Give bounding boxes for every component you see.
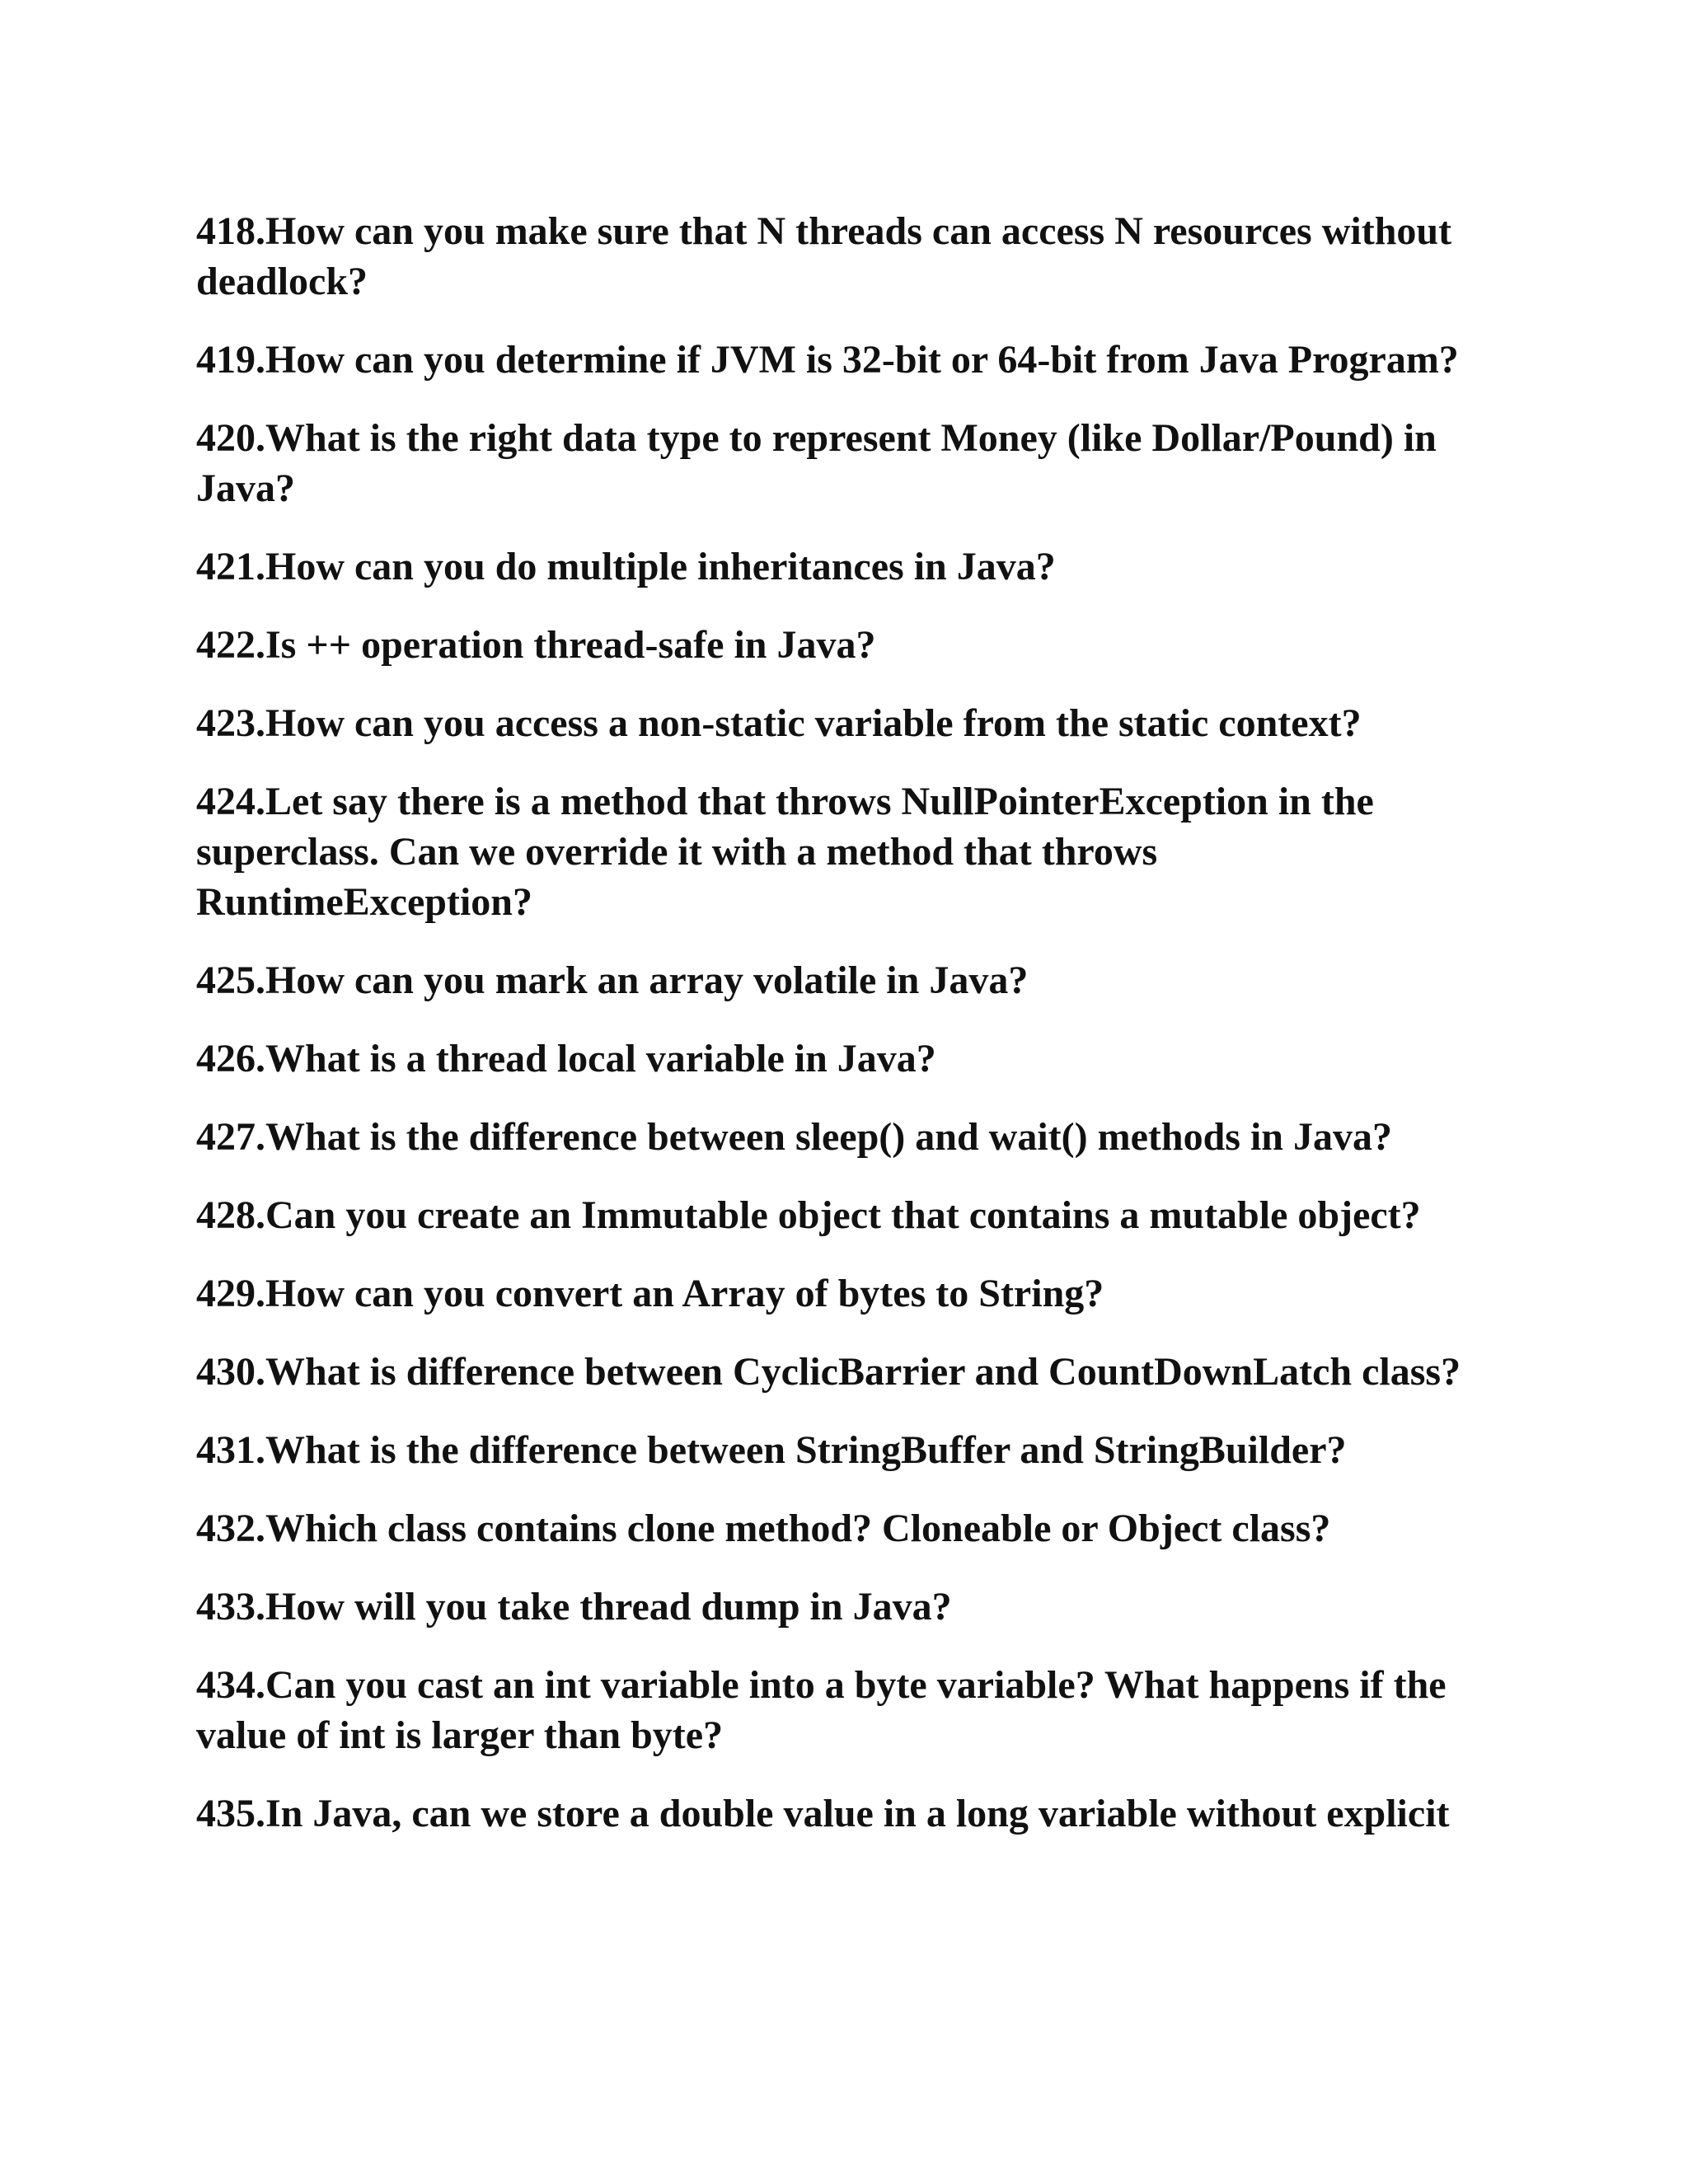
question-text: How can you access a non-static variable from the static context? [265,701,1362,745]
question-item [196,1112,1498,1162]
question-number: 425. [196,958,265,1002]
question-item [196,541,1498,592]
question-text: What is difference between CyclicBarrier and CountDownLatch class? [265,1350,1461,1394]
question-item [196,1268,1498,1319]
question-number: 419. [196,338,265,382]
question-number: 421. [196,545,265,588]
question-item [196,413,1498,513]
question-item [196,1190,1498,1240]
question-list [196,206,1498,1867]
question-item [196,698,1498,748]
question-item [196,1582,1498,1632]
question-number: 433. [196,1585,265,1629]
question-text: What is a thread local variable in Java? [265,1037,936,1080]
question-item [196,1033,1498,1084]
question-text: What is the difference between StringBuffer and StringBuilder? [265,1428,1347,1472]
question-number: 430. [196,1350,265,1394]
question-item [196,335,1498,385]
question-item [196,620,1498,670]
question-number: 427. [196,1115,265,1159]
question-text: How can you convert an Array of bytes to String? [265,1272,1104,1315]
question-item [196,1347,1498,1397]
question-number: 435. [196,1792,265,1835]
question-text: How will you take thread dump in Java? [265,1585,952,1629]
question-item [196,1425,1498,1475]
question-item [196,1660,1498,1760]
question-number: 418. [196,209,265,253]
question-number: 434. [196,1663,265,1707]
question-number: 420. [196,416,265,460]
question-text: How can you do multiple inheritances in Java? [265,545,1056,588]
question-text: What is the difference between sleep() and wait() methods in Java? [265,1115,1392,1159]
question-text: Let say there is a method that throws NullPointerException in the superclass. Can we override it with a method that throws RuntimeException? [196,780,1374,924]
question-text: What is the right data type to represent Money (like Dollar/Pound) in Java? [196,416,1437,510]
question-text: Is ++ operation thread-safe in Java? [265,623,876,667]
question-item [196,955,1498,1005]
question-text: How can you mark an array volatile in Java? [265,958,1029,1002]
question-number: 423. [196,701,265,745]
question-text: How can you make sure that N threads can access N resources without deadlock? [196,209,1452,303]
question-item [196,206,1498,307]
question-number: 424. [196,780,265,823]
question-number: 432. [196,1507,265,1550]
question-number: 426. [196,1037,265,1080]
question-number: 428. [196,1193,265,1237]
question-number: 431. [196,1428,265,1472]
question-item [196,1503,1498,1554]
question-number: 429. [196,1272,265,1315]
question-item [196,1788,1498,1839]
question-text: In Java, can we store a double value in a long variable without explicit [265,1792,1450,1835]
question-text: How can you determine if JVM is 32-bit or 64-bit from Java Program? [265,338,1459,382]
question-item [196,776,1498,927]
question-text: Can you cast an int variable into a byte variable? What happens if the value of int is larger than byte? [196,1663,1447,1757]
question-number: 422. [196,623,265,667]
question-text: Which class contains clone method? Cloneable or Object class? [265,1507,1331,1550]
question-text: Can you create an Immutable object that contains a mutable object? [265,1193,1421,1237]
